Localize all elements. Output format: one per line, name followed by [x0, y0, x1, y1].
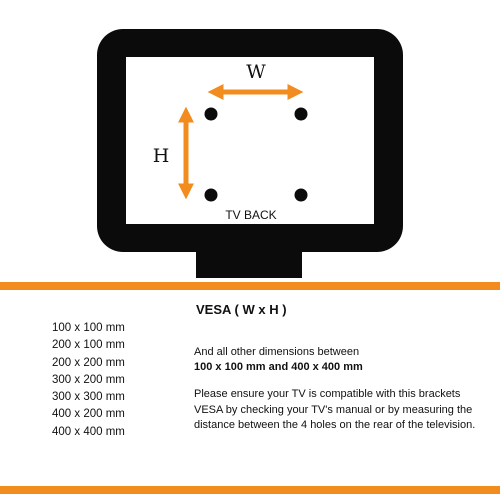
height-label: H: [152, 145, 170, 167]
vesa-size-item: 300 x 300 mm: [52, 391, 125, 404]
vesa-size-item: 400 x 400 mm: [52, 425, 125, 438]
vesa-size-item: 200 x 200 mm: [52, 356, 125, 369]
dimensions-intro: And all other dimensions between: [194, 346, 360, 358]
top-accent-bar: [0, 282, 500, 290]
compatibility-note: Please ensure your TV is compatible with this brackets VESA by checking your TV's manual or by measuring the distance between the 4 holes on the rear of the television.: [194, 388, 476, 431]
tv-back-label: TV BACK: [225, 208, 277, 222]
dimensions-range: [194, 345, 484, 375]
vesa-size-item: 300 x 200 mm: [52, 373, 125, 386]
tv-stand: [196, 248, 302, 278]
mount-hole-bottom-left: [205, 189, 218, 202]
width-label: W: [246, 61, 266, 83]
vesa-size-item: 400 x 200 mm: [52, 408, 125, 421]
vesa-sizes-list: [52, 320, 125, 441]
dimensions-range-value: 100 x 100 mm and 400 x 400 mm: [194, 361, 363, 373]
mount-hole-bottom-right: [295, 189, 308, 202]
mount-hole-top-right: [295, 108, 308, 121]
vesa-size-item: 100 x 100 mm: [52, 322, 125, 334]
mount-hole-top-left: [205, 108, 218, 121]
vesa-title: VESA ( W x H ): [196, 302, 287, 317]
bottom-accent-bar: [0, 486, 500, 494]
vesa-size-item: 200 x 100 mm: [52, 339, 125, 352]
